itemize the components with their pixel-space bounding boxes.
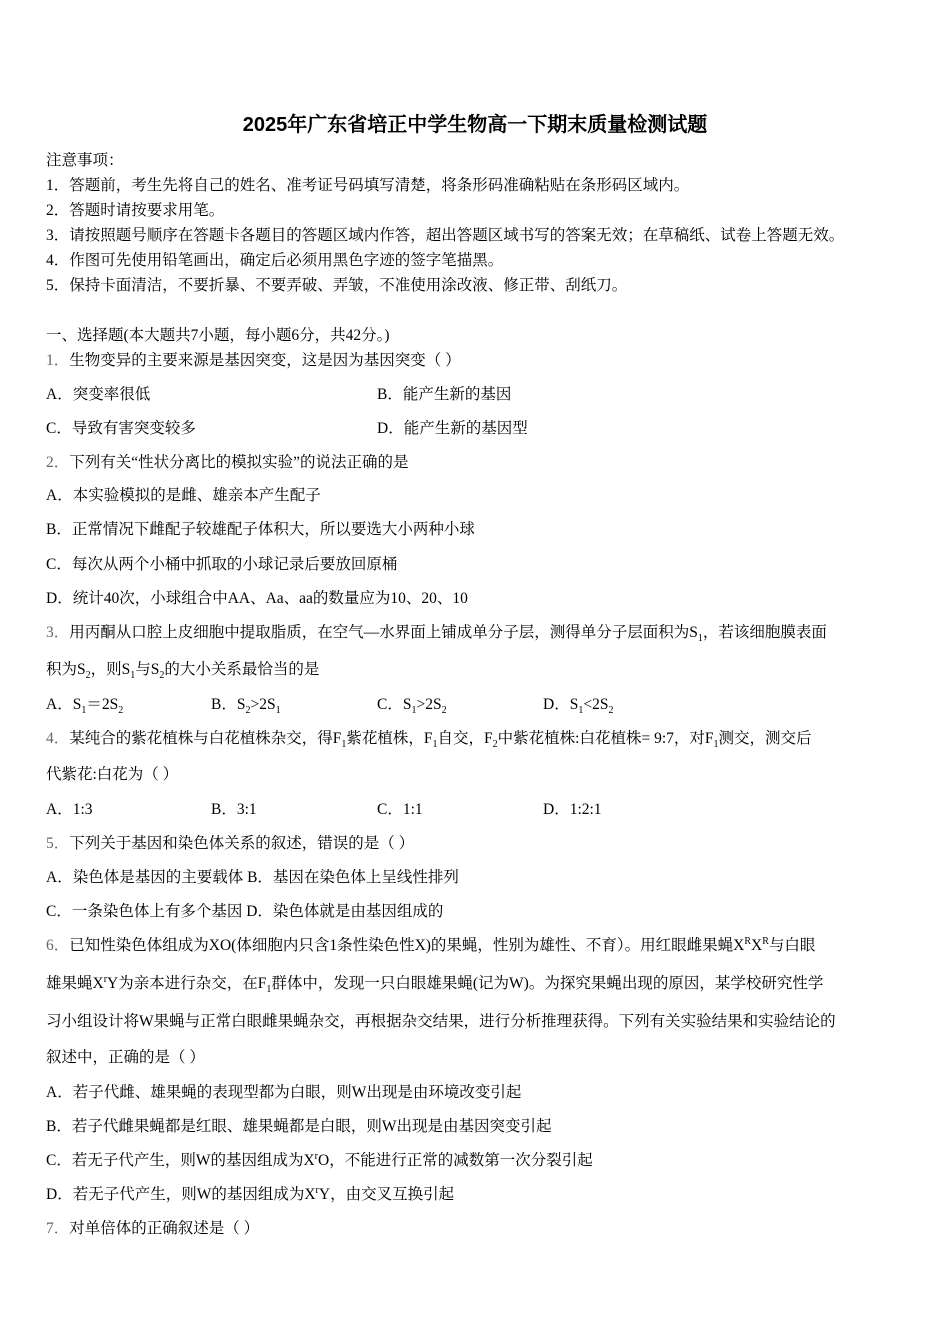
text-segment: D．1:2:1 [543, 801, 602, 818]
text-segment: ，若该细胞膜表面 [702, 624, 827, 641]
text-segment: A．突变率很低 [46, 386, 151, 403]
text-segment: r [103, 973, 108, 985]
text-segment: A．1:3 [46, 801, 93, 818]
answer-option [46, 419, 196, 439]
text-segment: 5．保持卡面清洁，不要折暴、不要弄破、弄皱，不准使用涂改液、修正带、刮纸刀。 [46, 277, 628, 294]
text-line [46, 276, 627, 296]
text-segment: 自交，F [437, 730, 493, 747]
text-segment: r [315, 1184, 319, 1196]
text-segment: 3．请按照题号顺序在答题卡各题目的答题区域内作答，超出答题区域书写的答案无效；在草稿纸、试卷上答题无效。 [46, 227, 845, 244]
text-line [46, 176, 689, 196]
text-segment: 2 [245, 705, 251, 717]
text-segment: 1 [432, 739, 438, 751]
answer-options [46, 800, 916, 820]
text-segment: O，不能进行正常的减数第一次分裂引起 [318, 1152, 593, 1169]
answer-option [211, 695, 281, 715]
text-segment: 的大小关系最恰当的是 [164, 661, 320, 678]
question-stem [46, 936, 815, 956]
text-line [46, 201, 224, 221]
text-segment: r [314, 1150, 319, 1162]
text-segment: 群体中，发现一只白眼雄果蝇(记为W)。为探究果蝇出现的原因，某学校研究性学 [271, 975, 824, 992]
text-segment: 1．答题前，考生先将自己的姓名、准考证号码填写清楚，将条形码准确粘贴在条形码区域内。 [46, 177, 690, 194]
answer-option [543, 695, 613, 715]
text-line [46, 868, 459, 888]
text-segment: 用丙酮从口腔上皮细胞中提取脂质，在空气—水界面上铺成单分子层，测得单分子层面积为S [69, 624, 698, 641]
text-line [46, 1185, 454, 1205]
text-segment: 2．答题时请按要求用笔。 [46, 202, 225, 219]
text-segment: D．S [543, 696, 579, 713]
text-segment: C．每次从两个小桶中抓取的小球记录后要放回原桶 [46, 556, 398, 573]
answer-options [46, 419, 916, 439]
text-segment: 4．作图可先使用铅笔画出，确定后必须用黑色字迹的签字笔描黑。 [46, 252, 504, 269]
text-segment: ＝2S [86, 696, 119, 713]
text-segment: 注意事项： [46, 152, 124, 169]
text-line [46, 1083, 521, 1103]
text-segment: 2 [492, 739, 498, 751]
text-segment: R [762, 935, 769, 947]
text-segment: 2 [159, 670, 165, 682]
text-segment: 生物变异的主要来源是基因突变，这是因为基因突变（ ） [69, 352, 461, 369]
text-line [46, 520, 475, 540]
text-segment: 2 [441, 705, 447, 717]
text-line [46, 226, 844, 246]
answer-option [543, 800, 602, 820]
text-segment: 2 [85, 670, 91, 682]
question-number: 6． [46, 937, 70, 954]
text-segment: 1 [266, 984, 272, 996]
answer-option [377, 800, 423, 820]
text-line [46, 902, 443, 922]
text-segment: <2S [583, 696, 609, 713]
question-stem [46, 623, 827, 643]
text-segment: 1 [275, 705, 281, 717]
text-line [46, 251, 503, 271]
text-segment: 对单倍体的正确叙述是（ ） [69, 1220, 260, 1237]
question-stem [46, 729, 812, 749]
text-segment: 习小组设计将W果蝇与正常白眼雌果蝇杂交，再根据杂交结果，进行分析推理获得。下列有关实验结果和实验结论的 [46, 1013, 836, 1030]
text-line [46, 765, 178, 785]
text-segment: >2S [416, 696, 442, 713]
answer-options [46, 695, 916, 715]
text-segment: 1 [341, 739, 347, 751]
text-line [46, 326, 390, 346]
text-segment: B．S [211, 696, 246, 713]
text-segment: 紫花植株，F [346, 730, 433, 747]
text-segment: 雄果蝇X [46, 975, 104, 992]
text-segment: 1 [81, 705, 87, 717]
text-segment: 与S [135, 661, 160, 678]
text-line [46, 974, 823, 994]
text-line [46, 1117, 551, 1137]
question-stem [46, 834, 414, 854]
text-segment: A．若子代雌、雄果蝇的表现型都为白眼，则W出现是由环境改变引起 [46, 1084, 522, 1101]
text-segment: Y，由交叉互换引起 [318, 1186, 455, 1203]
text-segment: C．导致有害突变较多 [46, 420, 196, 437]
text-segment: 1 [713, 739, 719, 751]
text-segment: 1 [130, 670, 136, 682]
text-line [46, 660, 319, 680]
text-segment: C．S [377, 696, 412, 713]
question-number: 3． [46, 624, 70, 641]
text-segment: 测交，测交后 [718, 730, 812, 747]
text-segment: C．1:1 [377, 801, 423, 818]
answer-options [46, 385, 916, 405]
text-segment: R [744, 935, 752, 947]
text-segment: C．一条染色体上有多个基因 D．染色体就是由基因组成的 [46, 903, 444, 920]
question-stem [46, 1219, 259, 1239]
text-line [46, 589, 468, 609]
text-segment: 2 [118, 705, 124, 717]
text-segment: 积为S [46, 661, 86, 678]
text-segment: C．若无子代产生，则W的基因组成为X [46, 1152, 315, 1169]
text-segment: A．本实验模拟的是雌、雄亲本产生配子 [46, 487, 321, 504]
text-segment: 1 [697, 633, 703, 645]
text-segment: 1 [411, 705, 417, 717]
answer-option [377, 385, 511, 405]
text-segment: 中紫花植株:白花植株= 9:7，对F [497, 730, 714, 747]
text-line [46, 555, 397, 575]
text-segment: B．能产生新的基因 [377, 386, 512, 403]
text-segment: 代紫花:白花为（ ） [46, 766, 179, 783]
text-segment: 一、选择题(本大题共7小题，每小题6分，共42分。) [46, 327, 390, 344]
text-segment: 某纯合的紫花植株与白花植株杂交，得F [69, 730, 342, 747]
text-segment: 下列关于基因和染色体关系的叙述，错误的是（ ） [69, 835, 415, 852]
question-number: 1． [46, 352, 70, 369]
question-stem [46, 351, 461, 371]
answer-option [46, 695, 123, 715]
text-segment: 下列有关“性状分离比的模拟实验”的说法正确的是 [69, 454, 409, 471]
text-segment: 1 [578, 705, 584, 717]
text-segment: 已知性染色体组成为XO(体细胞内只含1条性染色性X)的果蝇，性别为雄性、不育）。用红眼雌果蝇X [69, 937, 745, 954]
text-line [46, 151, 124, 171]
answer-option [211, 800, 257, 820]
text-segment: Y为亲本进行杂交，在F [107, 975, 267, 992]
text-segment: D．统计40次，小球组合中AA、Aa、aa的数量应为10、20、10 [46, 590, 468, 607]
question-number: 4． [46, 730, 70, 747]
text-segment: D．能产生新的基因型 [377, 420, 528, 437]
text-segment: A．染色体是基因的主要载体 B．基因在染色体上呈线性排列 [46, 869, 459, 886]
question-stem [46, 453, 409, 473]
text-segment: 叙述中，正确的是（ ） [46, 1049, 205, 1066]
text-segment: ，则S [90, 661, 131, 678]
text-line [46, 1012, 836, 1032]
text-segment: 与白眼 [768, 937, 816, 954]
answer-option [46, 385, 150, 405]
question-number: 7． [46, 1220, 70, 1237]
text-segment: B．正常情况下雌配子较雄配子体积大，所以要选大小两种小球 [46, 521, 475, 538]
text-line [46, 486, 321, 506]
text-segment: X [751, 937, 763, 954]
text-segment: D．若无子代产生，则W的基因组成为X [46, 1186, 316, 1203]
text-segment: 2 [608, 705, 614, 717]
text-segment: >2S [250, 696, 276, 713]
text-segment: B．若子代雌果蝇都是红眼、雄果蝇都是白眼，则W出现是由基因突变引起 [46, 1118, 552, 1135]
text-segment: A．S [46, 696, 82, 713]
text-line [46, 1151, 593, 1171]
question-number: 2． [46, 454, 70, 471]
text-segment: 2025年广东省培正中学生物高一下期末质量检测试题 [242, 114, 708, 136]
question-number: 5． [46, 835, 70, 852]
answer-option [46, 800, 93, 820]
answer-option [377, 419, 528, 439]
page-title [0, 112, 950, 138]
text-segment: B．3:1 [211, 801, 257, 818]
text-line [46, 1048, 205, 1068]
answer-option [377, 695, 447, 715]
